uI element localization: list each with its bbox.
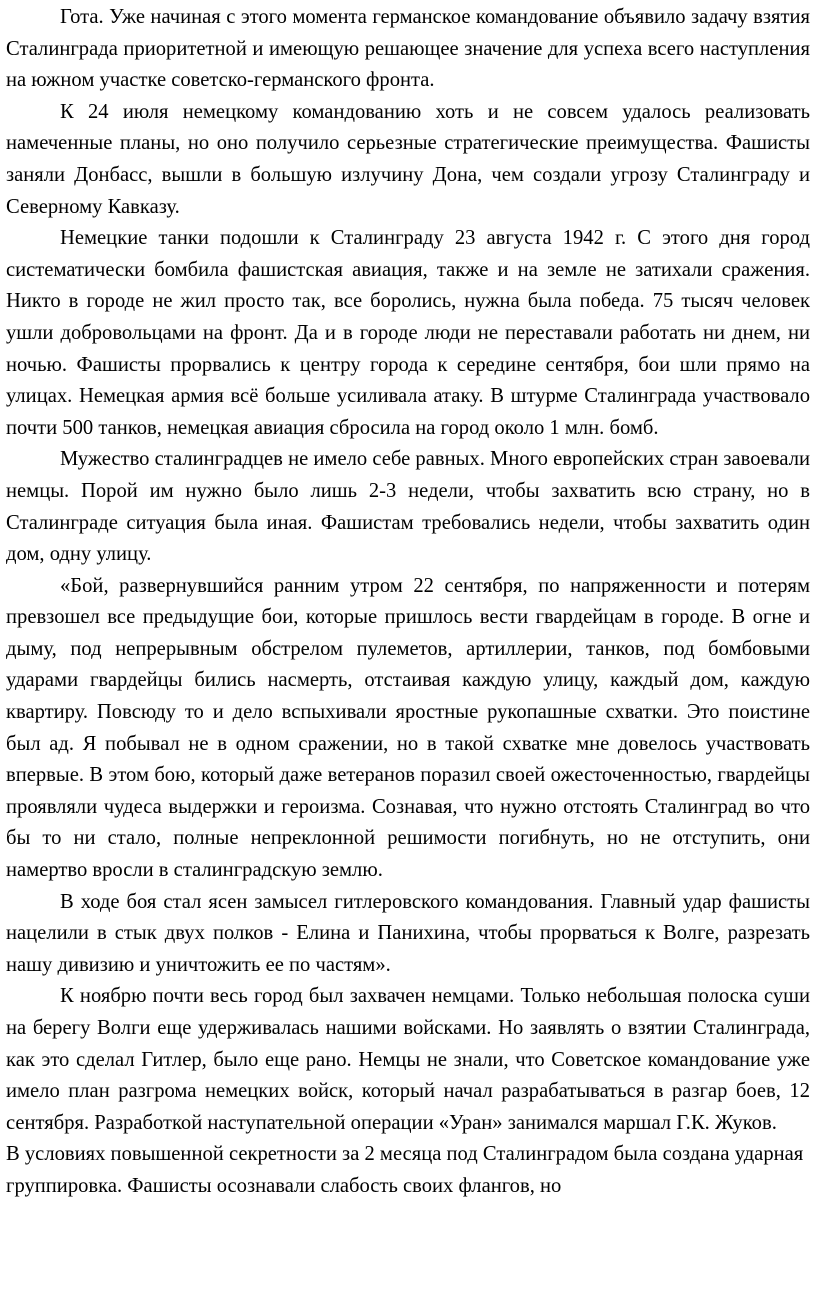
paragraph-6-quote: В ходе боя стал ясен замысел гитлеровского командования. Главный удар фашисты нацелили в стык двух полков - Елина и Панихина, чтобы прорваться к Волге, разрезать нашу дивизию и уничтожить ее по частям». <box>6 890 810 976</box>
paragraph-4: Мужество сталинградцев не имело себе равных. Много европейских стран завоевали немцы. Порой им нужно было лишь 2-3 недели, чтобы захватить всю страну, но в Сталинграде ситуация была иная. Фашистам требовались недели, чтобы захватить один дом, одну улицу. <box>6 448 810 566</box>
paragraph-7: К ноябрю почти весь город был захвачен немцами. Только небольшая полоска суши на берегу Волги еще удерживалась нашими войсками. Но заявлять о взятии Сталинграда, как это сделал Гитлер, было еще рано. Немцы не знали, что Советское командование уже имело план разгрома немецких войск, который начал разрабатываться в разгар боев, 12 сентября. Разработкой наступательной операции «Уран» занимался маршал Г.К. Жуков. <box>6 985 810 1134</box>
paragraph-8: В условиях повышенной секретности за 2 месяца под Сталинградом была создана ударная группировка. Фашисты осознавали слабость своих флангов, но <box>6 1143 804 1197</box>
paragraph-3: Немецкие танки подошли к Сталинграду 23 августа 1942 г. С этого дня город систематически бомбила фашистская авиация, также и на земле не затихали сражения. Никто в городе не жил просто так, все боролись, нужна была победа. 75 тысяч человек ушли добровольцами на фронт. Да и в городе люди не переставали работать ни днем, ни ночью. Фашисты прорвались к центру города к середине сентября, бои шли прямо на улицах. Немецкая армия всё больше усиливала атаку. В штурме Сталинграда участвовало почти 500 танков, немецкая авиация сбросила на город около 1 млн. бомб. <box>6 227 810 439</box>
paragraph-2: К 24 июля немецкому командованию хоть и не совсем удалось реализовать намеченные планы, но оно получило серьезные стратегические преимущества. Фашисты заняли Донбасс, вышли в большую излучину Дона, чем создали угрозу Сталинграду и Северному Кавказу. <box>6 100 810 218</box>
paragraph-1: Гота. Уже начиная с этого момента германское командование объявило задачу взятия Сталинграда приоритетной и имеющую решающее значение для успеха всего наступления на южном участке советско-германского фронта. <box>6 6 810 92</box>
paragraph-5-quote: «Бой, развернувшийся ранним утром 22 сентября, по напряженности и потерям превзошел все предыдущие бои, которые пришлось вести гвардейцам в городе. В огне и дыму, под непрерывным обстрелом пулеметов, артиллерии, танков, под бомбовыми ударами гвардейцы бились насмерть, отстаивая каждую улицу, каждый дом, каждую квартиру. Повсюду то и дело вспыхивали яростные рукопашные схватки. Это поистине был ад. Я побывал не в одном сражении, но в такой схватке мне довелось участвовать впервые. В этом бою, который даже ветеранов поразил своей ожесточенностью, гвардейцы проявляли чудеса выдержки и героизма. Сознавая, что нужно отстоять Сталинград во что бы то ни стало, полные непреклонной решимости погибнуть, но не отступить, они намертво вросли в сталинградскую землю. <box>6 574 810 882</box>
